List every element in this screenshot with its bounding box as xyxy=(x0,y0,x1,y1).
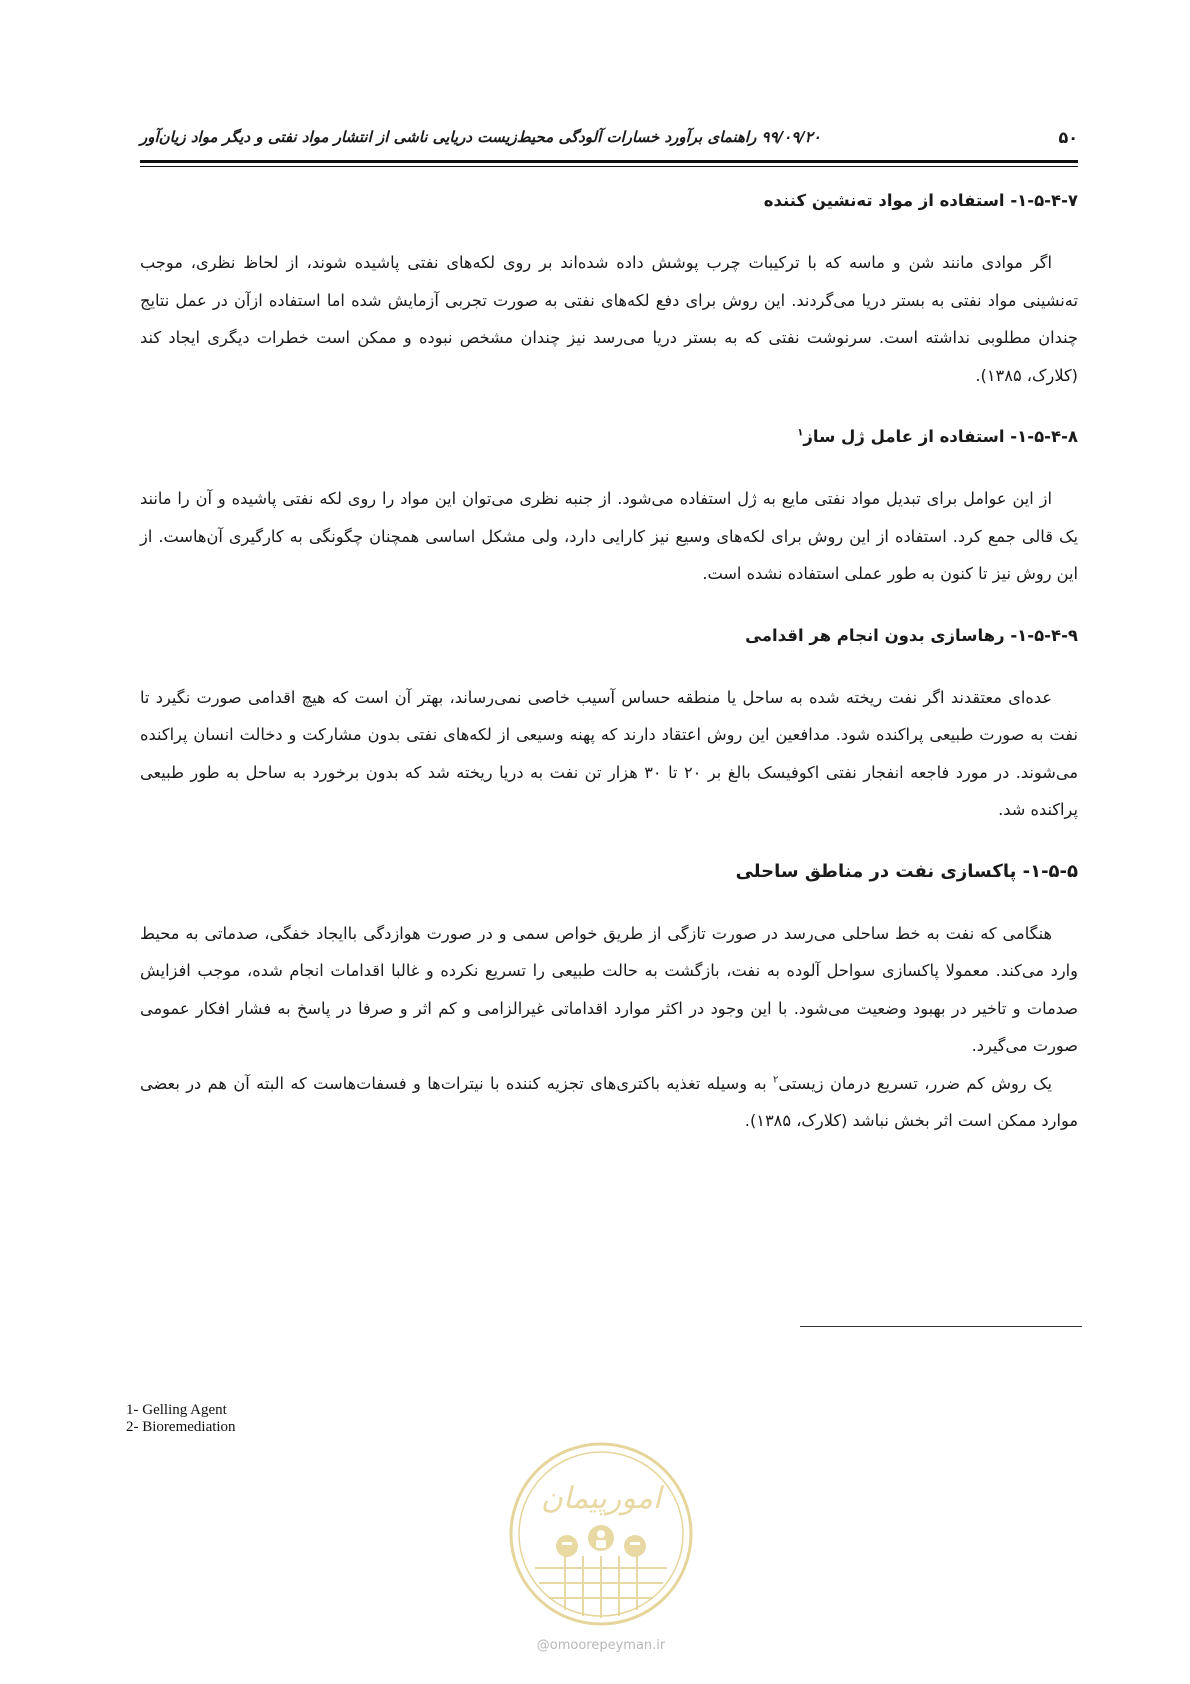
paragraph2-after: به وسیله تغذیه باکتری‌های تجزیه کننده با نیترات‌ها و فسفات‌هاست که البته آن هم در بعضی موارد ممکن است اثر بخش نباشد (کلارک، ۱۳۸۵). xyxy=(140,1073,1078,1130)
footnote-ref-2: ۲ xyxy=(773,1074,779,1086)
section-heading-7: ۱-۵-۴-۷- استفاده از مواد ته‌نشین کننده xyxy=(763,191,1078,210)
header-rule-thick xyxy=(140,160,1078,163)
section-paragraph-coastal-2 xyxy=(140,1065,1078,1140)
footnote-ref-1: ۱ xyxy=(797,427,804,439)
section-heading-coastal: ۱-۵-۵- پاکسازی نفت در مناطق ساحلی xyxy=(735,860,1078,882)
footnote-2: 2- Bioremediation xyxy=(126,1419,236,1435)
footnotes xyxy=(126,1402,236,1436)
footnote-separator xyxy=(800,1326,1082,1327)
section-heading-9: ۱-۵-۴-۹- رهاسازی بدون انجام هر اقدامی xyxy=(745,625,1078,645)
section-paragraph-9: عده‌ای معتقدند اگر نفت ریخته شده به ساحل یا منطقه حساس آسیب خاصی نمی‌رساند، بهتر آن است که هیچ اقدامی صورت نگیرد تا نفت به صورت طبیعی پراکنده شود. مدافعین این روش اعتقاد دارند که پهنه وسیعی از لکه‌های نفتی بدون مشارکت و دخالت انسان پراکنده می‌شوند. در مورد فاجعه انفجار نفتی اکوفیسک بالغ بر ۲۰ تا ۳۰ هزار تن نفت به دریا ریخته شد که بدون برخورد به ساحل به طور طبیعی پراکنده شد. xyxy=(140,687,1078,819)
section-paragraph-7: اگر موادی مانند شن و ماسه که با ترکیبات چرب پوشش داده شده‌اند بر روی لکه‌های نفتی پاشیده شوند، از لحاظ نظری، موجب ته‌نشینی مواد نفتی به بستر دریا می‌گردند. این روش برای دفع لکه‌های نفتی به صورت تجربی آزمایش شده اما استفاده ازآن در عمل نتایج چندان مطلوبی نداشته است. سرنوشت نفتی که به بستر دریا می‌رسد نیز چندان مشخص نبوده و ممکن است خطرات دیگری ایجاد کند (کلارک، ۱۳۸۵). xyxy=(140,253,1078,385)
watermark-logo xyxy=(505,1438,697,1630)
watermark-url: @omoorepeyman.ir xyxy=(536,1638,666,1653)
running-title: ۹۹/۰۹/۲۰ راهنمای برآورد خسارات آلودگی محیط‌زیست دریایی ناشی از انتشار مواد نفتی و دیگر مواد زیان‌آور xyxy=(140,128,821,146)
footnote-1: 1- Gelling Agent xyxy=(126,1402,227,1418)
section-paragraph-coastal: هنگامی که نفت به خط ساحلی می‌رسد در صورت تازگی از طریق خواص سمی و در صورت هوازدگی باایجاد خفگی، صدماتی به محیط وارد می‌کند. معمولا پاکسازی سواحل آلوده به نفت، بازگشت به حالت طبیعی را تسریع نکرده و غالبا اقدامات انجام شده، موجب افزایش صدمات و تاخیر در بهبود وضعیت می‌شود. با این وجود در اکثر موارد اقداماتی غیرالزامی و کم اثر و صرفا در پاسخ به فشار افکار عمومی صورت می‌گیرد. xyxy=(140,923,1078,1055)
page-number: ۵۰ xyxy=(1058,128,1078,147)
section-heading-8 xyxy=(140,420,1078,454)
page-body xyxy=(140,184,1078,1166)
heading-8-text: ۱-۵-۴-۸- استفاده از عامل ژل ساز xyxy=(803,427,1078,446)
page-header xyxy=(140,126,1078,154)
header-rule-thin xyxy=(140,166,1078,167)
paragraph2-before: یک روش کم ضرر، تسریع درمان زیستی xyxy=(778,1073,1053,1093)
section-paragraph-8: از این عوامل برای تبدیل مواد نفتی مایع به ژل استفاده می‌شود. از جنبه نظری می‌توان این مواد را روی لکه نفتی پاشیده و آن را مانند یک قالی جمع کرد. استفاده از این روش برای لکه‌های وسیع نیز کارایی دارد، ولی مشکل اساسی همچنان چگونگی به کارگیری آن‌هاست. از این روش نیز تا کنون به طور عملی استفاده نشده است. xyxy=(140,489,1078,583)
watermark-logo-text: امورپیمان xyxy=(540,1481,662,1516)
